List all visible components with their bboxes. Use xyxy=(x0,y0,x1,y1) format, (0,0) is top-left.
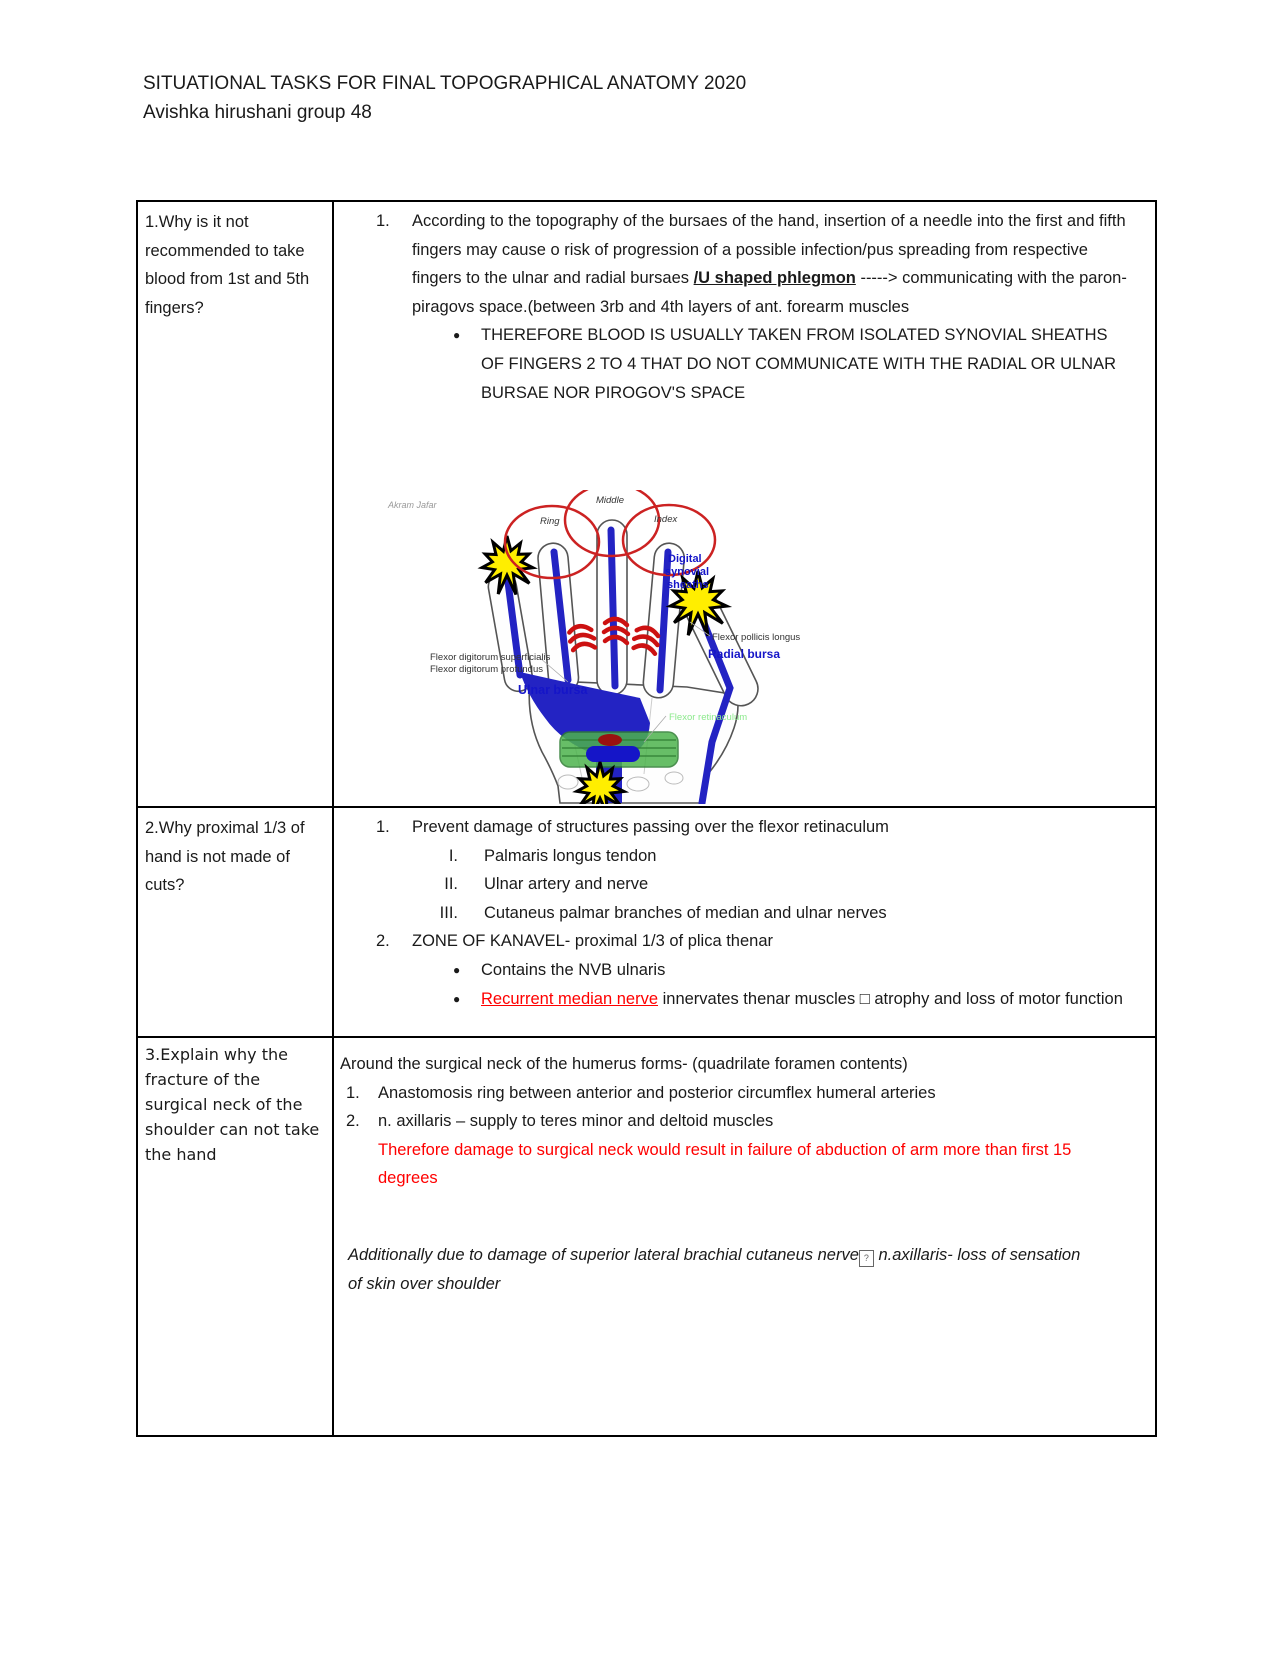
question-1-text: 1.Why is it not recommended to take blood from 1st and 5th fingers? xyxy=(145,213,310,317)
list-number: 2. xyxy=(346,1112,360,1131)
list-number: 2. xyxy=(376,932,390,951)
roman-numeral: II. xyxy=(444,875,458,894)
document-header xyxy=(143,69,746,127)
label-flexor-pollicis-longus: Flexor pollicis longus xyxy=(712,632,801,643)
question-1-cell xyxy=(138,202,334,806)
answer-1-bullet xyxy=(334,321,1135,407)
hand-bursae-diagram xyxy=(382,490,862,804)
answer-3-note-post: n.axillaris- loss of sensation of skin over shoulder xyxy=(348,1245,1081,1293)
missing-glyph-box: ? xyxy=(859,1250,874,1267)
bullet-icon: ● xyxy=(453,962,461,977)
diagram-credit: Akram Jafar xyxy=(388,500,437,510)
label-digital-sheaths-1: Digital xyxy=(668,553,702,565)
label-flexor-dig-superficialis: Flexor digitorum superficialis xyxy=(430,652,551,663)
answer-3-note-pre: Additionally due to damage of superior lateral brachial cutaneus nerve xyxy=(348,1245,859,1264)
answer-1-text-pre: According to the topography of the bursaes of the hand, insertion of a needle into the first and fifth fingers may cause o risk of progression of a possible infection/pus spreading from respective fingers to the ulnar and radial bursaes xyxy=(412,212,1126,288)
label-middle-finger: Middle xyxy=(596,495,624,506)
answer-3-intro: Around the surgical neck of the humerus forms- (quadrilate foramen contents) xyxy=(340,1055,908,1073)
answer-1-paragraph xyxy=(412,207,1135,321)
answer-2-sub-2 xyxy=(334,870,1135,899)
answer-3-note xyxy=(334,1241,1093,1298)
answer-3-warning-text: Therefore damage to surgical neck would result in failure of abduction of arm more than first 15 degrees xyxy=(378,1140,1072,1188)
qa-table xyxy=(136,200,1157,1437)
question-3-cell xyxy=(138,1036,334,1435)
label-ring-finger: Ring xyxy=(540,516,560,527)
question-3-text: 3.Explain why the fracture of the surgical neck of the shoulder can not take the hand xyxy=(145,1045,320,1164)
roman-numeral: I. xyxy=(448,846,458,865)
list-number: 1. xyxy=(346,1083,360,1102)
bullet-icon: ● xyxy=(453,328,461,343)
recurrent-median-nerve-highlight: Recurrent median nerve xyxy=(481,989,659,1008)
label-digital-sheaths-2: synovial xyxy=(665,566,710,578)
answer-2-item-2-text: ZONE OF KANAVEL- proximal 1/3 of plica thenar xyxy=(412,932,773,951)
answer-1-text-post: -----> communicating with the paron- piragovs space.(between 3rb and 4th layers of ant. forearm muscles xyxy=(412,269,1127,316)
answer-1-bullet-text: THEREFORE BLOOD IS USUALLY TAKEN FROM ISOLATED SYNOVIAL SHEATHS OF FINGERS 2 TO 4 THAT DO NOT COMMUNICATE WITH THE RADIAL OR ULNAR BURSAE NOR PIROGOV'S SPACE xyxy=(481,326,1117,402)
roman-numeral: III. xyxy=(439,903,458,922)
answer-2-item-1-text: Prevent damage of structures passing over the flexor retinaculum xyxy=(412,818,889,836)
label-radial-bursa: Radial bursa xyxy=(708,647,781,661)
answer-2-bullet-2-text xyxy=(481,985,1133,1014)
label-flexor-dig-profundus: Flexor digitorum profundus xyxy=(430,664,543,675)
answer-2-bullet-2-rest: innervates thenar muscles □ atrophy and loss of motor function xyxy=(658,989,1123,1008)
retinaculum-band xyxy=(560,732,678,767)
list-number: 1. xyxy=(376,212,390,230)
author-line: Avishka hirushani group 48 xyxy=(143,102,372,123)
answer-3-item-2 xyxy=(334,1107,1135,1136)
answer-3-cell xyxy=(334,1036,1155,1435)
answer-2-sub-1-text: Palmaris longus tendon xyxy=(484,846,657,865)
answer-2-item-2 xyxy=(334,927,1135,956)
answer-2-bullet-1-text: Contains the NVB ulnaris xyxy=(481,960,666,979)
answer-2-cell xyxy=(334,806,1155,1036)
label-flexor-retinaculum: Flexor retinaculum xyxy=(669,712,748,723)
answer-1-text-emphasis: /U shaped phlegmon xyxy=(693,269,856,288)
label-digital-sheaths-3: sheaths xyxy=(667,579,709,591)
answer-1-item-1 xyxy=(334,207,1135,321)
answer-1-cell xyxy=(334,202,1155,806)
label-index-finger: Index xyxy=(654,514,678,525)
label-ulnar-bursa: Ulnar bursa xyxy=(518,683,588,697)
answer-2-item-1 xyxy=(334,813,1135,842)
answer-2-sub-1 xyxy=(334,842,1135,871)
question-2-text: 2.Why proximal 1/3 of hand is not made of cuts? xyxy=(145,819,305,894)
answer-3-item-2-text: n. axillaris – supply to teres minor and deltoid muscles xyxy=(378,1112,774,1131)
answer-2-bullet-2 xyxy=(334,985,1135,1014)
answer-2-sub-3 xyxy=(334,899,1135,928)
answer-2-sub-3-text: Cutaneus palmar branches of median and ulnar nerves xyxy=(484,903,887,922)
answer-2-sub-2-text: Ulnar artery and nerve xyxy=(484,875,649,894)
document-title: SITUATIONAL TASKS FOR FINAL TOPOGRAPHICAL ANATOMY 2020 xyxy=(143,73,747,94)
answer-2-bullet-1 xyxy=(334,956,1135,985)
answer-3-item-1 xyxy=(334,1079,1135,1108)
question-2-cell xyxy=(138,806,334,1036)
hand-bursae-illustration xyxy=(382,490,862,804)
bullet-icon: ● xyxy=(453,991,461,1006)
answer-3-item-1-text: Anastomosis ring between anterior and posterior circumflex humeral arteries xyxy=(378,1083,936,1102)
list-number: 1. xyxy=(376,818,390,836)
